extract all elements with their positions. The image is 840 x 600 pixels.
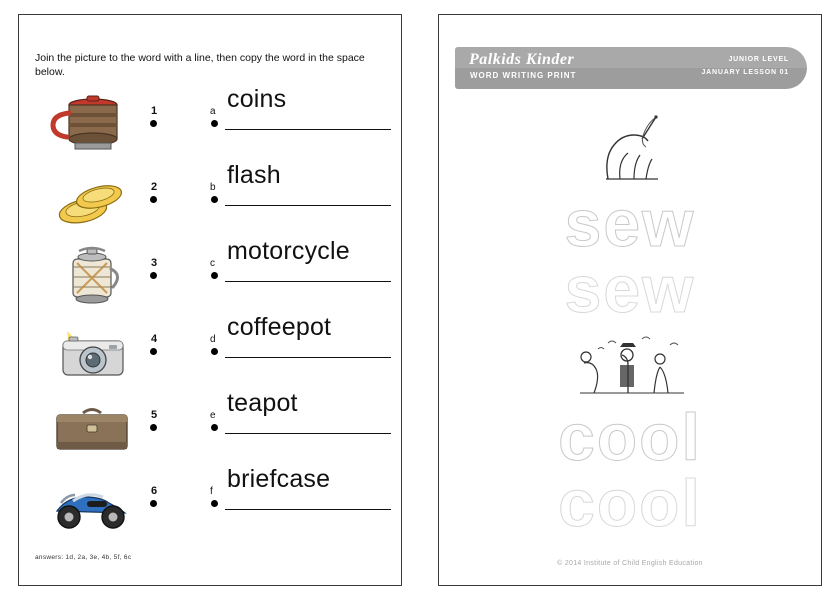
trace-word-line: cool xyxy=(558,466,702,540)
connector-dot-left[interactable] xyxy=(150,272,157,279)
table-row xyxy=(29,391,393,467)
coins-picture xyxy=(43,167,139,235)
row-number: 1 xyxy=(151,105,158,117)
vocabulary-word: coffeepot xyxy=(227,313,332,341)
vocabulary-word: flash xyxy=(227,161,281,189)
level-label: JUNIOR LEVEL xyxy=(728,56,789,63)
brand-subtitle: WORD WRITING PRINT xyxy=(470,71,577,80)
writing-line[interactable] xyxy=(225,281,391,282)
connector-dot-right[interactable] xyxy=(211,196,218,203)
connector-dot-right[interactable] xyxy=(211,272,218,279)
row-number: 5 xyxy=(151,409,158,421)
people-cool-weather-picture xyxy=(439,333,821,404)
hand-sewing-needle-picture xyxy=(439,105,821,190)
connector-dot-left[interactable] xyxy=(150,196,157,203)
right-worksheet-page xyxy=(438,14,822,586)
vocabulary-word: teapot xyxy=(227,389,298,417)
row-number: 2 xyxy=(151,181,158,193)
writing-line[interactable] xyxy=(225,357,391,358)
row-letter: b xyxy=(210,182,216,193)
connector-dot-left[interactable] xyxy=(150,424,157,431)
trace-word-line: sew xyxy=(564,252,696,326)
row-letter: a xyxy=(210,106,216,117)
row-number: 6 xyxy=(151,485,158,497)
connector-dot-left[interactable] xyxy=(150,348,157,355)
header-banner xyxy=(455,47,807,89)
copyright-text: © 2014 Institute of Child English Education xyxy=(557,560,703,567)
teapot-picture xyxy=(43,243,139,311)
writing-line[interactable] xyxy=(225,509,391,510)
row-letter: f xyxy=(210,486,213,497)
connector-dot-right[interactable] xyxy=(211,120,218,127)
answer-key: answers: 1d, 2a, 3e, 4b, 5f, 6c xyxy=(35,554,132,561)
row-number: 4 xyxy=(151,333,158,345)
vocabulary-word: coins xyxy=(227,85,287,113)
writing-line[interactable] xyxy=(225,205,391,206)
matching-rows xyxy=(29,87,393,543)
row-letter: c xyxy=(210,258,215,269)
connector-dot-left[interactable] xyxy=(150,500,157,507)
motorcycle-picture xyxy=(43,471,139,539)
connector-dot-left[interactable] xyxy=(150,120,157,127)
trace-word-line: sew xyxy=(564,186,696,260)
connector-dot-right[interactable] xyxy=(211,500,218,507)
writing-line[interactable] xyxy=(225,129,391,130)
table-row xyxy=(29,467,393,543)
vocabulary-word: motorcycle xyxy=(227,237,350,265)
briefcase-picture xyxy=(43,395,139,463)
connector-dot-right[interactable] xyxy=(211,424,218,431)
instructions-text: Join the picture to the word with a line, then copy the word in the space below. xyxy=(35,52,365,79)
brand-title: Palkids Kinder xyxy=(469,51,575,68)
table-row xyxy=(29,163,393,239)
row-letter: e xyxy=(210,410,216,421)
camera-flash-picture xyxy=(43,319,139,387)
coffeepot-picture xyxy=(43,91,139,159)
left-worksheet-page xyxy=(18,14,402,586)
row-number: 3 xyxy=(151,257,158,269)
table-row xyxy=(29,315,393,391)
table-row xyxy=(29,87,393,163)
lesson-label: JANUARY LESSON 01 xyxy=(701,69,789,76)
table-row xyxy=(29,239,393,315)
trace-word-line: cool xyxy=(558,400,702,474)
writing-line[interactable] xyxy=(225,433,391,434)
connector-dot-right[interactable] xyxy=(211,348,218,355)
row-letter: d xyxy=(210,334,216,345)
vocabulary-word: briefcase xyxy=(227,465,331,493)
